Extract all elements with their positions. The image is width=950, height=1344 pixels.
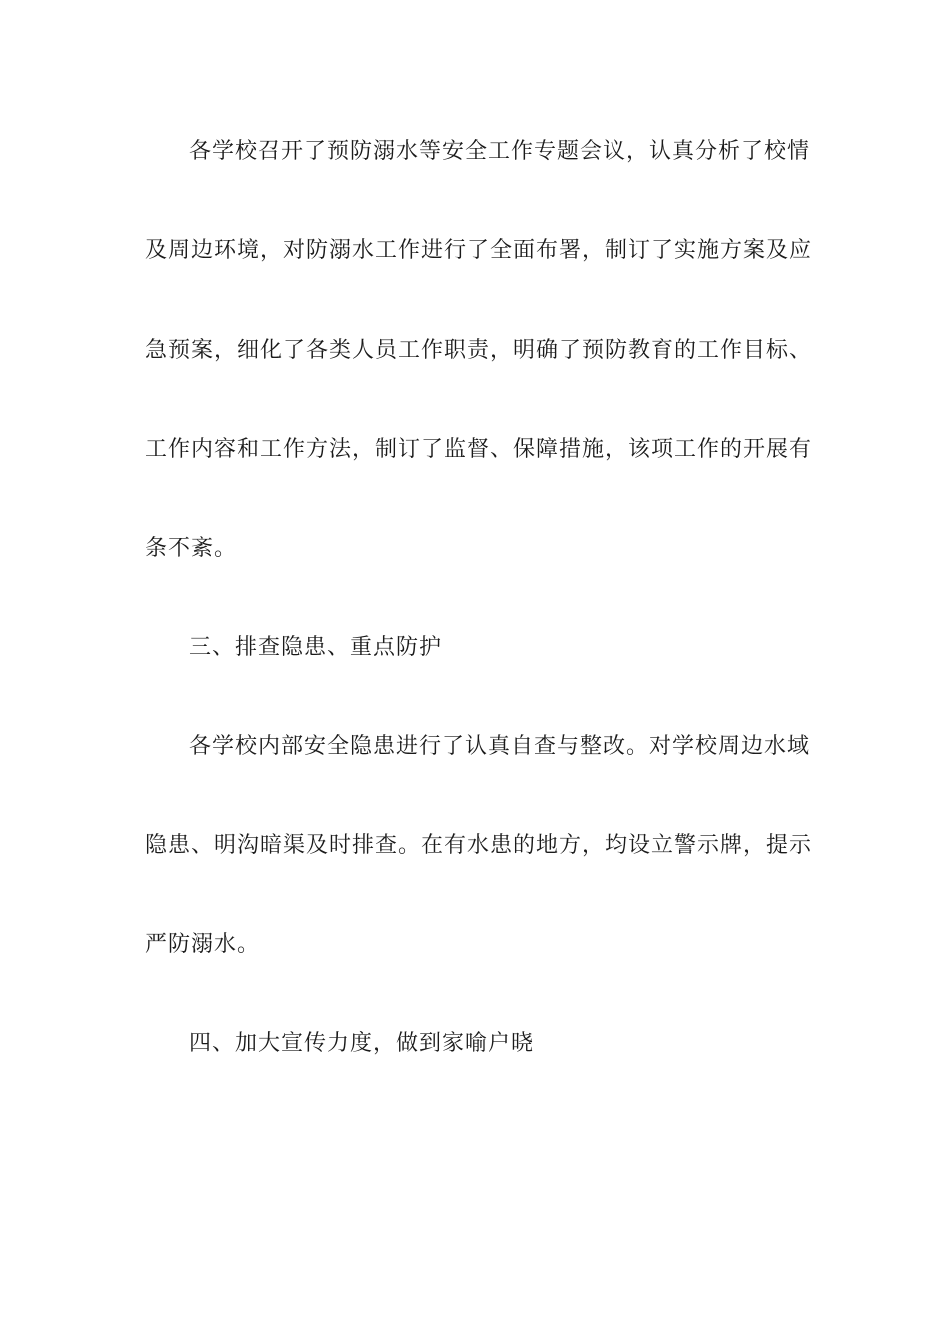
section-heading-3: 三、排查隐患、重点防护 [189,635,443,660]
paragraph-1-line-2: 及周边环境，对防溺水工作进行了全面布署，制订了实施方案及应 [145,238,813,263]
paragraph-1-line-1: 各学校召开了预防溺水等安全工作专题会议，认真分析了校情 [189,139,811,164]
paragraph-2-line-2: 隐患、明沟暗渠及时排查。在有水患的地方，均设立警示牌，提示 [145,833,813,858]
paragraph-2-line-3: 严防溺水。 [145,932,261,957]
section-heading-4: 四、加大宣传力度，做到家喻户晓 [189,1031,535,1056]
paragraph-1-line-4: 工作内容和工作方法，制订了监督、保障措施，该项工作的开展有 [145,437,813,462]
paragraph-2-line-1: 各学校内部安全隐患进行了认真自查与整改。对学校周边水域 [189,734,811,759]
paragraph-1-line-3: 急预案，细化了各类人员工作职责，明确了预防教育的工作目标、 [145,338,813,363]
paragraph-1-line-5: 条不紊。 [145,536,238,561]
